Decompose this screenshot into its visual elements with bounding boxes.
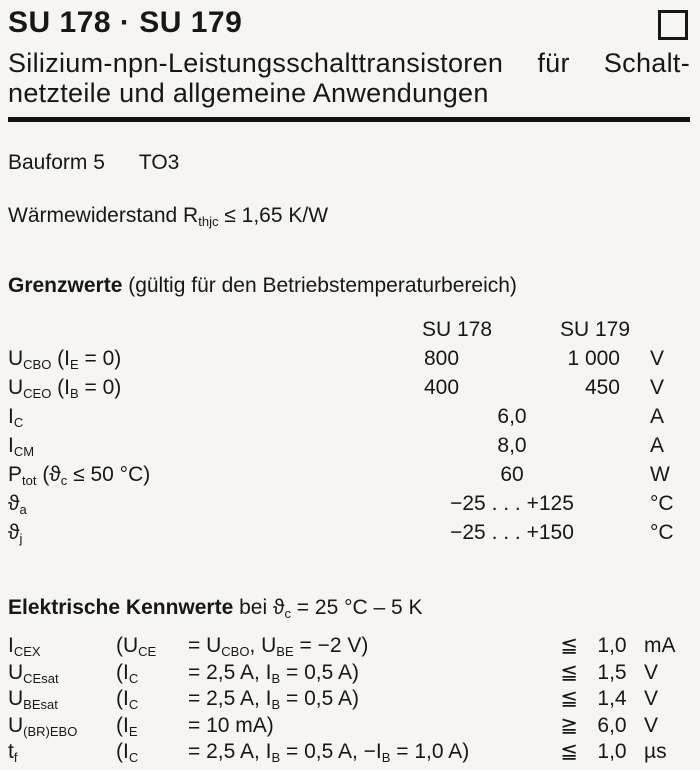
value-shared: −25 . . . +125	[450, 492, 574, 515]
condition-symbol: ($I_C$	[116, 687, 139, 712]
grenzwerte-header-row	[8, 318, 690, 347]
row-label: $U_{BEsat}$	[8, 687, 58, 712]
condition-text: = 2,5 A, $I_B = 0,5$ A)	[188, 660, 359, 686]
corner-square-mark	[658, 10, 688, 40]
table-row	[8, 633, 690, 660]
value-shared: 8,0	[497, 434, 527, 457]
condition-text: = 2,5 A, $I_B = 0,5$ A, $-I_B = 1,0$ A)	[188, 740, 470, 765]
table-row	[8, 376, 690, 405]
unit: µs	[644, 740, 667, 763]
bauform-line	[8, 151, 690, 175]
subtitle-word: Silizium-npn-Leistungsschalttransistoren	[8, 48, 504, 78]
page-title: SU 178 · SU 179	[8, 6, 243, 39]
table-row	[8, 492, 690, 521]
column-header-su178: SU 178	[422, 318, 493, 341]
unit: °C	[650, 521, 674, 544]
grenzwerte-heading-bold: Grenzwerte	[8, 274, 123, 297]
grenzwerte-heading	[8, 274, 690, 298]
unit: W	[650, 463, 670, 486]
row-label: $I_{CEX}$	[8, 634, 41, 659]
table-row	[8, 405, 690, 434]
row-label: $I_{CM}$	[8, 434, 35, 459]
limit-value: 1,4	[597, 687, 627, 710]
relation-symbol: ≧	[560, 713, 578, 737]
subtitle-word: Schalt-	[603, 48, 690, 78]
limit-value: 1,0	[597, 634, 627, 657]
row-label: $U_{CBO}$ $(I_E = 0)$	[8, 347, 122, 372]
table-row	[8, 434, 690, 463]
unit: mA	[644, 634, 676, 657]
kennwerte-heading-sub: c	[284, 606, 291, 621]
value-shared: 60	[500, 463, 524, 486]
value-shared: 6,0	[497, 405, 527, 428]
row-label: $U_{(BR)EBO}$	[8, 713, 78, 739]
relation-symbol: ≦	[560, 634, 578, 657]
unit: V	[644, 660, 659, 684]
row-label: $ϑ_j$	[8, 521, 23, 546]
subtitle	[8, 48, 690, 108]
value-su178: 400	[424, 376, 460, 399]
unit: A	[650, 405, 665, 428]
condition-symbol: ($I_C$	[116, 660, 139, 686]
table-row	[8, 660, 690, 687]
relation-symbol: ≦	[560, 687, 578, 710]
unit: V	[650, 347, 665, 370]
condition-symbol: ($I_C$	[116, 740, 139, 765]
bauform-package: TO3	[138, 151, 180, 174]
subtitle-line-2: netzteile und allgemeine Anwendungen	[8, 78, 489, 108]
table-row	[8, 739, 690, 766]
value-su179: 450	[584, 376, 620, 399]
kennwerte-heading-post: = 25 °C – 5 K	[290, 596, 423, 619]
subtitle-word: für	[537, 48, 570, 78]
unit: V	[644, 687, 659, 710]
column-header-su179: SU 179	[559, 318, 630, 341]
table-row	[8, 521, 690, 550]
value-su179: 1 000	[567, 347, 620, 370]
thermal-resistance-line	[8, 204, 690, 228]
condition-symbol: ($I_E$	[116, 713, 138, 739]
unit: V	[650, 376, 665, 399]
bauform-label: Bauform 5	[8, 151, 105, 174]
title-row	[8, 6, 690, 40]
unit: A	[650, 434, 665, 457]
kennwerte-table	[8, 633, 690, 766]
kennwerte-heading-pre: bei ϑ	[233, 596, 285, 619]
value-su178: 800	[424, 347, 460, 370]
grenzwerte-heading-rest: (gültig für den Betriebstemperaturbereich)	[122, 274, 517, 297]
row-label: $I_C$	[8, 405, 24, 430]
table-row	[8, 713, 690, 740]
unit: °C	[650, 492, 674, 515]
row-label: $U_{CEO}$ $(I_B = 0)$	[8, 376, 122, 401]
value-shared: −25 . . . +150	[450, 521, 574, 544]
horizontal-rule	[8, 117, 690, 122]
table-row	[8, 463, 690, 492]
limit-value: 1,0	[597, 740, 627, 763]
thermal-value: ≤ 1,65 K/W	[218, 204, 329, 227]
relation-symbol: ≦	[560, 660, 578, 684]
unit: V	[644, 713, 659, 737]
subtitle-line-1	[8, 48, 690, 78]
condition-symbol: ($U_{CE}$	[116, 634, 157, 659]
limit-value: 6,0	[597, 713, 627, 737]
row-label: $ϑ_a$	[8, 492, 27, 517]
kennwerte-heading	[8, 596, 690, 620]
thermal-subscript: thjc	[198, 214, 219, 229]
condition-text: = 2,5 A, $I_B = 0,5$ A)	[188, 687, 359, 712]
grenzwerte-table	[8, 318, 690, 550]
kennwerte-heading-bold: Elektrische Kennwerte	[8, 596, 234, 619]
relation-symbol: ≦	[560, 740, 578, 763]
thermal-text: Wärmewiderstand R	[8, 204, 199, 227]
row-label: $U_{CEsat}$	[8, 660, 59, 686]
table-row	[8, 347, 690, 376]
condition-text: = 10 mA)	[188, 713, 274, 737]
row-label: $P_{tot}$ ($ϑ_c \le 50$ °C)	[8, 463, 151, 488]
row-label: $t_f$	[8, 740, 18, 765]
condition-text: = $U_{CBO}$, $U_{BE} = -2$ V)	[188, 634, 369, 659]
limit-value: 1,5	[597, 660, 627, 684]
table-row	[8, 686, 690, 713]
